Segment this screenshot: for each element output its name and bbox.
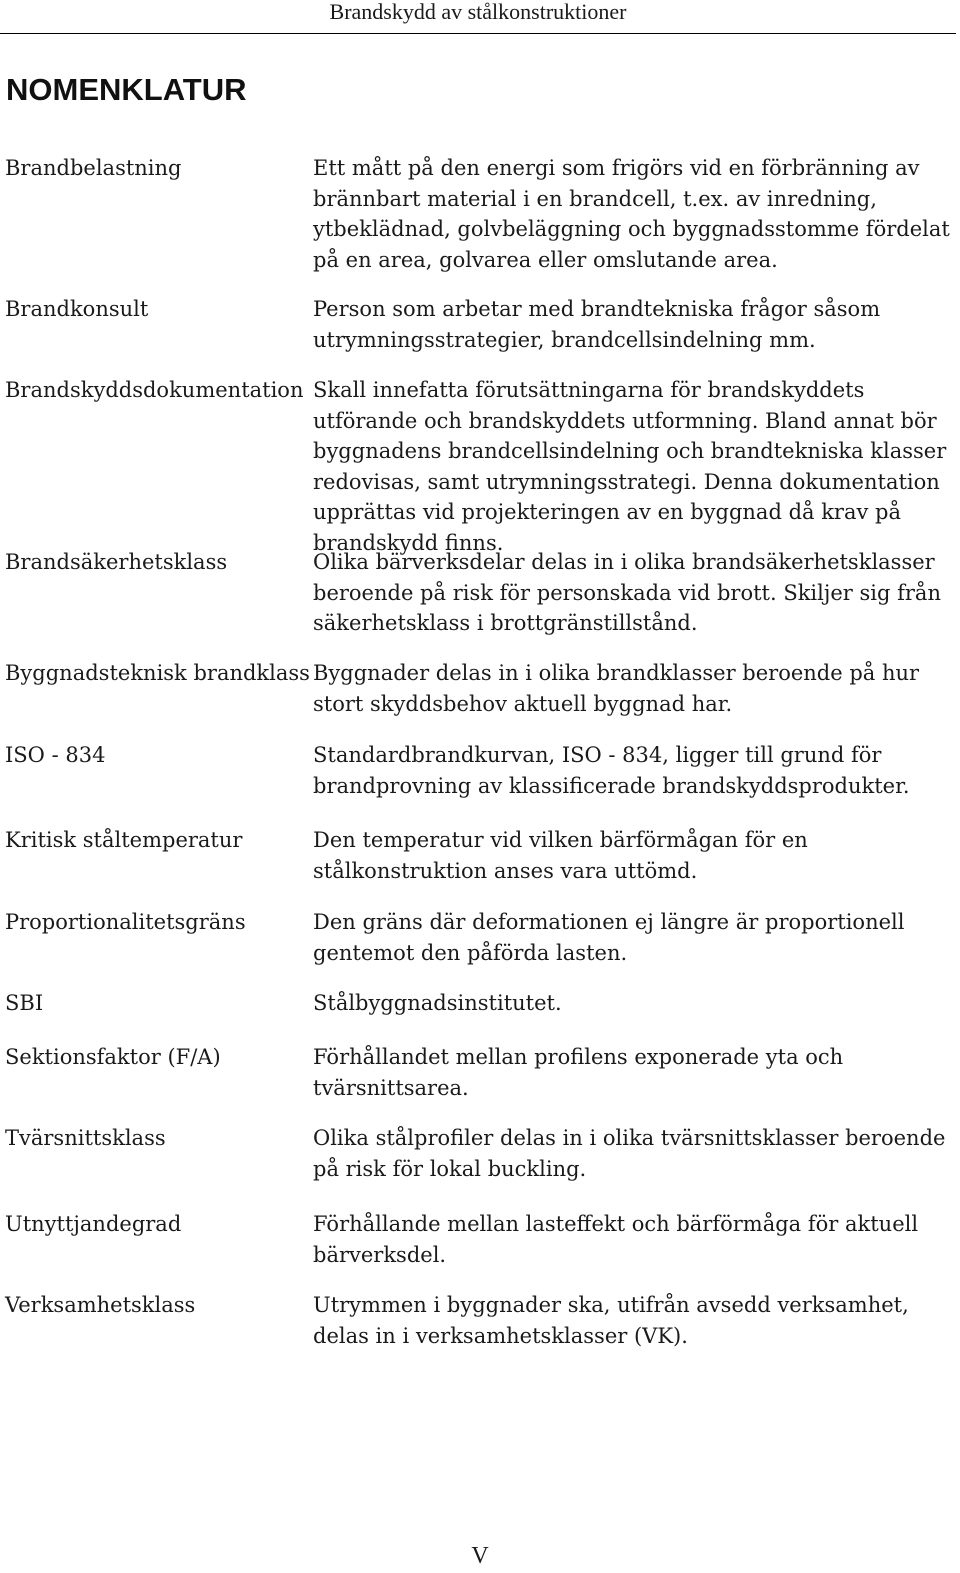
glossary-definition: Byggnader delas in i olika brandklasser beroende på hur stort skyddsbehov aktuell byggnad har. xyxy=(313,661,920,716)
glossary-term: Brandbelastning xyxy=(5,156,182,180)
glossary-term: Utnyttjandegrad xyxy=(5,1212,182,1236)
glossary-term: Tvärsnittsklass xyxy=(5,1126,166,1150)
glossary-term: Verksamhetsklass xyxy=(5,1293,196,1317)
glossary-definition: Ett mått på den energi som frigörs vid en förbränning av brännbart material i en brandcell, t.ex. av inredning, ytbeklädnad, golvbeläggning och byggnadsstomme fördelat på en area, golvarea eller omslutande area. xyxy=(313,156,950,272)
glossary-term: SBI xyxy=(5,991,44,1015)
glossary-definition: Skall innefatta förutsättningarna för brandskyddets utförande och brandskyddets utformning. Bland annat bör byggnadens brandcellsindelning och brandtekniska klasser redovisas, samt utrymningsstrategi. Denna dokumentation upprättas vid projekteringen av en byggnad då krav på brandskydd finns. xyxy=(313,378,947,555)
glossary-term: ISO - 834 xyxy=(5,743,106,767)
glossary-definition: Olika bärverksdelar delas in i olika brandsäkerhetsklasser beroende på risk för personskada vid brott. Skiljer sig från säkerhetsklass i brottgränstillstånd. xyxy=(313,550,941,635)
glossary-definition: Förhållandet mellan profilens exponerade yta och tvärsnittsarea. xyxy=(313,1045,844,1100)
glossary-definition: Stålbyggnadsinstitutet. xyxy=(313,991,562,1015)
glossary-definition: Standardbrandkurvan, ISO - 834, ligger till grund för brandprovning av klassificerade brandskyddsprodukter. xyxy=(313,743,910,798)
page-number: V xyxy=(471,1543,489,1569)
glossary-term: Byggnadsteknisk brandklass xyxy=(5,661,310,685)
page-title: NOMENKLATUR xyxy=(6,72,247,107)
running-header xyxy=(0,0,956,34)
glossary-definition: Förhållande mellan lasteffekt och bärförmåga för aktuell bärverksdel. xyxy=(313,1212,919,1267)
glossary-definition: Den temperatur vid vilken bärförmågan för en stålkonstruktion anses vara uttömd. xyxy=(313,828,808,883)
glossary-definition: Utrymmen i byggnader ska, utifrån avsedd verksamhet, delas in i verksamhetsklasser (VK). xyxy=(313,1293,909,1348)
running-header-title: Brandskydd av stålkonstruktioner xyxy=(329,0,627,24)
glossary-definition: Olika stålprofiler delas in i olika tvärsnittsklasser beroende på risk för lokal buckling. xyxy=(313,1126,946,1181)
glossary-term: Brandsäkerhetsklass xyxy=(5,550,228,574)
glossary-term: Proportionalitetsgräns xyxy=(5,910,246,934)
glossary-term: Sektionsfaktor (F/A) xyxy=(5,1045,221,1069)
glossary-definition: Den gräns där deformationen ej längre är proportionell gentemot den påförda lasten. xyxy=(313,910,905,965)
glossary-term: Brandkonsult xyxy=(5,297,149,321)
glossary-term: Kritisk ståltemperatur xyxy=(5,828,243,852)
glossary-definition: Person som arbetar med brandtekniska frågor såsom utrymningsstrategier, brandcellsindelning mm. xyxy=(313,297,881,352)
glossary-term: Brandskyddsdokumentation xyxy=(5,378,304,402)
